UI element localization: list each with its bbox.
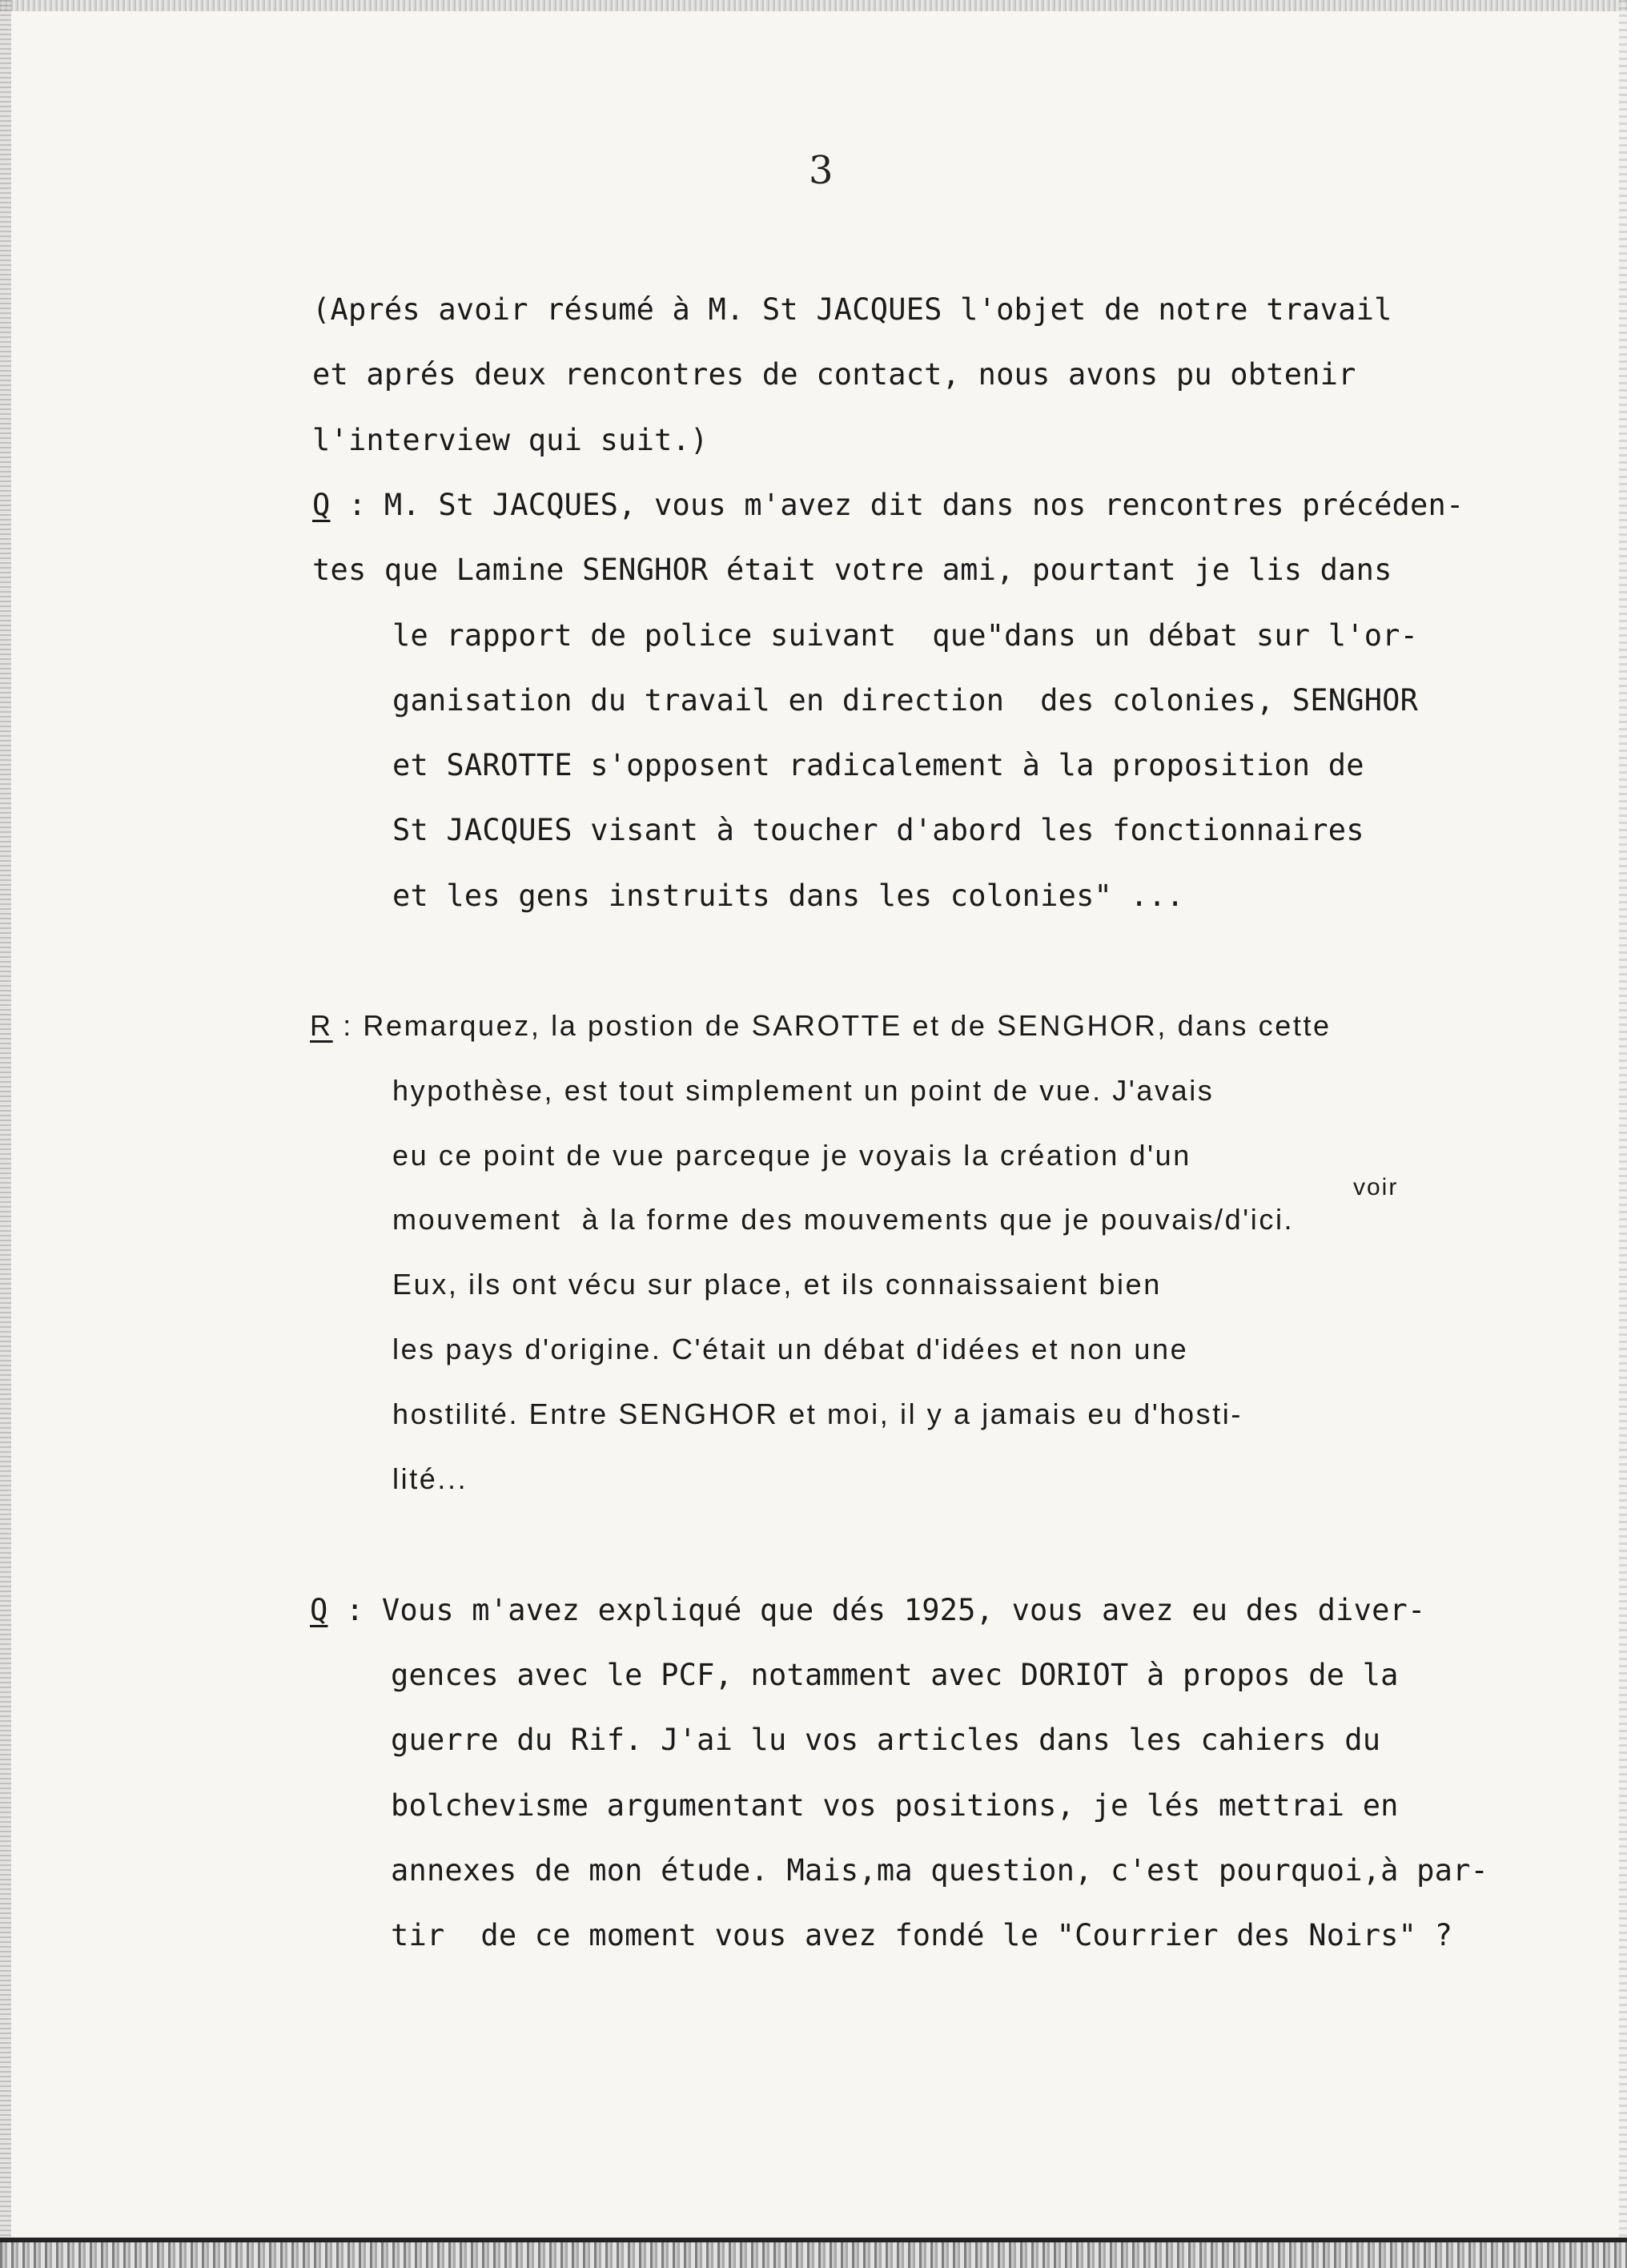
question-1-line: tes que Lamine SENGHOR était votre ami, pourtant je lis dans <box>312 553 1392 587</box>
answer-1-line: lité... <box>392 1462 468 1495</box>
question-2-line: tir de ce moment vous avez fondé le "Courrier des Noirs" ? <box>391 1918 1453 1952</box>
scan-border-left <box>0 0 11 2268</box>
scan-border-right <box>1619 0 1627 2268</box>
intro-line: et aprés deux rencontres de contact, nous avons pu obtenir <box>312 357 1356 392</box>
question-2-line: annexes de mon étude. Mais,ma question, c'est pourquoi,à par- <box>391 1853 1489 1888</box>
intro-line: (Aprés avoir résumé à M. St JACQUES l'objet de notre travail <box>312 292 1392 327</box>
question-1-first-line <box>312 488 1464 522</box>
answer-1-line: hostilité. Entre SENGHOR et moi, il y a jamais eu d'hosti- <box>392 1397 1243 1430</box>
question-2-line: gences avec le PCF, notamment avec DORIOT à propos de la <box>391 1658 1399 1692</box>
question-1-line: ganisation du travail en direction des colonies, SENGHOR <box>392 683 1419 718</box>
question-label: Q <box>310 1593 328 1627</box>
answer-label: R <box>310 1009 333 1042</box>
question-label: Q <box>312 488 331 522</box>
question-1-line: et les gens instruits dans les colonies" ... <box>392 879 1184 913</box>
question-2-line: bolchevisme argumentant vos positions, je lés mettrai en <box>391 1788 1399 1823</box>
question-1-line: St JACQUES visant à toucher d'abord les fonctionnaires <box>392 813 1364 847</box>
question-2-line: guerre du Rif. J'ai lu vos articles dans les cahiers du <box>391 1723 1381 1757</box>
scan-border-top <box>0 0 1627 11</box>
page-number: 3 <box>809 148 834 193</box>
handwritten-annotation: voir <box>1353 1174 1399 1200</box>
question-text: : M. St JACQUES, vous m'avez dit dans nos rencontres précéden- <box>330 488 1464 522</box>
answer-1-line: hypothèse, est tout simplement un point de vue. J'avais <box>392 1074 1215 1107</box>
question-1-line: le rapport de police suivant que"dans un débat sur l'or- <box>392 618 1419 653</box>
answer-1-first-line <box>310 1009 1332 1043</box>
scan-border-bottom <box>0 2242 1627 2268</box>
answer-1-line: eu ce point de vue parceque je voyais la création d'un <box>392 1139 1191 1172</box>
question-text: : Vous m'avez expliqué que dés 1925, vous avez eu des diver- <box>327 1593 1426 1627</box>
answer-1-line: mouvement à la forme des mouvements que je pouvais/d'ici. <box>392 1203 1295 1236</box>
question-2-first-line <box>310 1593 1426 1627</box>
question-1-line: et SAROTTE s'opposent radicalement à la proposition de <box>392 748 1364 782</box>
answer-text: : Remarquez, la postion de SAROTTE et de SENGHOR, dans cette <box>332 1009 1332 1042</box>
intro-line: l'interview qui suit.) <box>312 423 709 457</box>
answer-1-line: Eux, ils ont vécu sur place, et ils connaissaient bien <box>392 1268 1162 1301</box>
answer-1-line: les pays d'origine. C'était un débat d'idées et non une <box>392 1333 1189 1365</box>
